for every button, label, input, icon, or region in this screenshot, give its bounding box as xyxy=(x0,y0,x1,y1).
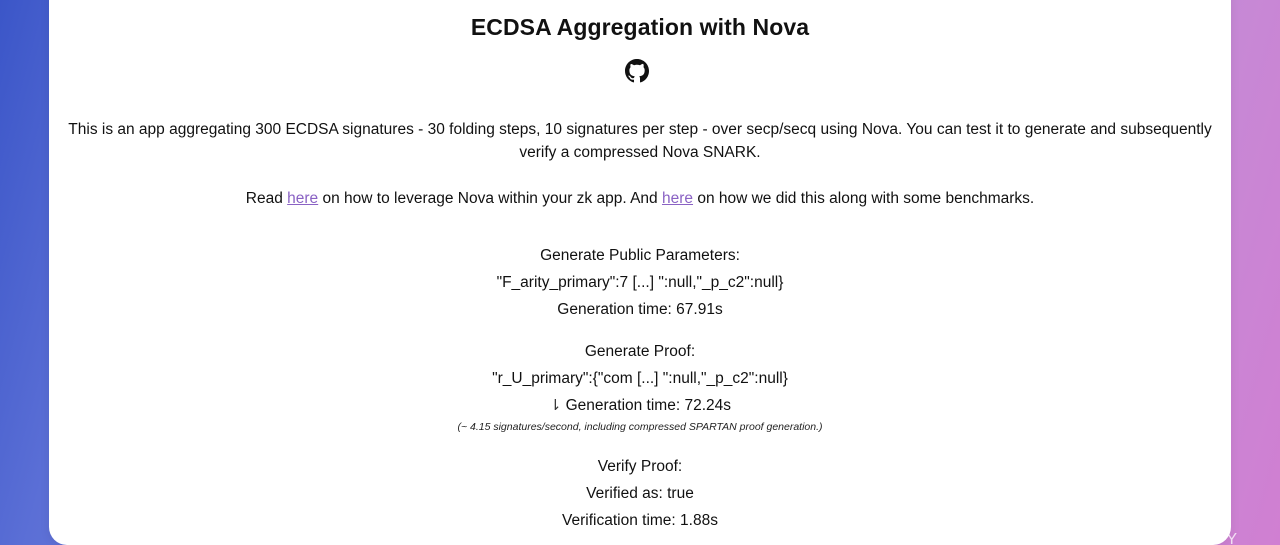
read-suffix: on how we did this along with some benchmarks. xyxy=(693,190,1035,207)
params-time: Generation time: 67.91s xyxy=(557,301,723,318)
read-middle: on how to leverage Nova within your zk app. And xyxy=(318,190,662,207)
proof-time-row xyxy=(49,392,1231,419)
watermark-text: XDTY xyxy=(1185,531,1240,545)
verify-result: Verified as: true xyxy=(586,485,694,502)
proof-note: (~ 4.15 signatures/second, including compressed SPARTAN proof generation.) xyxy=(457,421,823,433)
watermark xyxy=(1155,531,1240,545)
read-links-paragraph xyxy=(49,188,1231,210)
verify-label: Verify Proof: xyxy=(597,458,683,475)
verify-section xyxy=(49,453,1231,534)
params-value: "F_arity_primary":7 [...] ":null,"_p_c2":null} xyxy=(496,274,784,291)
read-prefix: Read xyxy=(245,190,288,207)
proof-value: "r_U_primary":{"com [...] ":null,"_p_c2":null} xyxy=(492,370,788,387)
proof-label: Generate Proof: xyxy=(584,343,696,360)
proof-section xyxy=(49,338,1231,435)
github-icon[interactable] xyxy=(625,59,649,83)
verify-time: Verification time: 1.88s xyxy=(562,512,718,529)
intro-line-1: This is an app aggregating 300 ECDSA signatures - 30 folding steps, 10 signatures per step - over secp/secq using Nova. You can test it to generate and subsequently xyxy=(68,121,1212,138)
intro-line-2: verify a compressed Nova SNARK. xyxy=(519,144,761,161)
params-section xyxy=(49,242,1231,323)
page-title: ECDSA Aggregation with Nova xyxy=(470,14,810,40)
main-card xyxy=(49,0,1231,545)
proof-time: Generation time: 72.24s xyxy=(565,397,731,414)
params-label: Generate Public Parameters: xyxy=(540,247,740,264)
intro-text xyxy=(49,118,1231,164)
watermark-icon xyxy=(1155,535,1177,545)
cursor-icon: ⇂ xyxy=(548,397,562,414)
benchmarks-link[interactable]: here xyxy=(661,190,694,207)
nova-guide-link[interactable]: here xyxy=(287,190,319,207)
